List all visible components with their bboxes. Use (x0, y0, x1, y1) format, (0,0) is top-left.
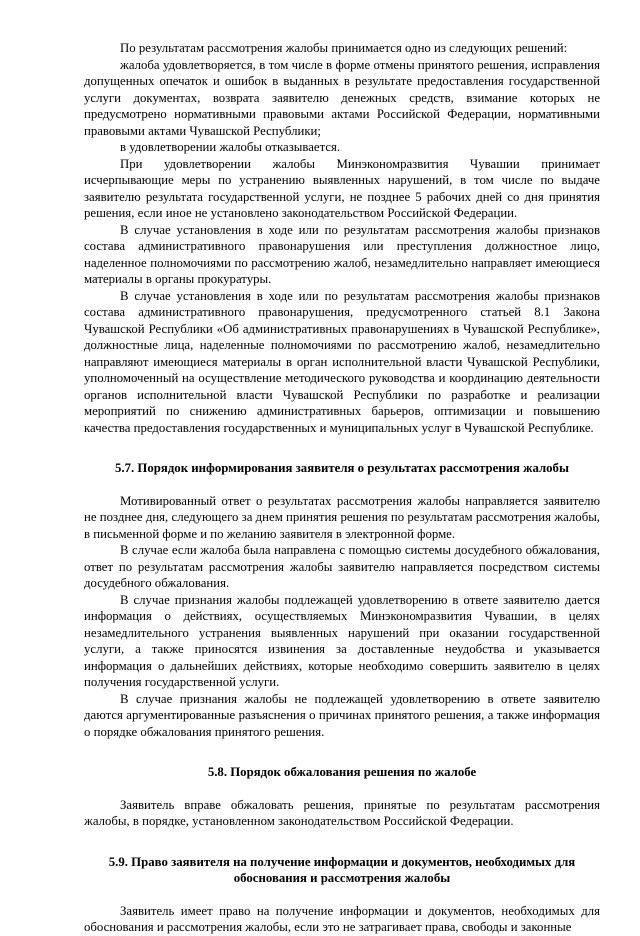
section-5-9-body (84, 903, 600, 936)
section-5-9-p1: Заявитель имеет право на получение информации и документов, необходимых для обоснования и рассмотрения жалобы, если это не затрагивает права, свободы и законные (84, 903, 600, 934)
section-5-9-title-line1: 5.9. Право заявителя на получение информации и документов, необходимых для (108, 854, 576, 869)
paragraph-article-8-1: В случае установления в ходе или по результатам рассмотрения жалобы признаков состава административного правонарушения, предусмотренного статьей 8.1 Закона Чувашской Республики «Об административных правонарушениях в Чувашской Республике», должностные лица, наделенные полномочиями по рассмотрению жалоб, незамедлительно направляют имеющиеся материалы в орган исполнительной власти Чувашской Республики, уполномоченный на осуществление методического руководства и координацию деятельности органов исполнительной власти Чувашской Республики по разработке и реализации мероприятий по снижению административных барьеров, оптимизации и повышению качества предоставления государственных и муниципальных услуг в Чувашской Республике. (84, 288, 600, 435)
section-5-7-p3: В случае признания жалобы подлежащей удовлетворению в ответе заявителю дается информация о действиях, осуществляемых Минэкономразвития Чувашии, в целях незамедлительного устранения выявленных нарушений при оказании государственной услуги, а также приносятся извинения за доставленные неудобства и указывается информация о дальнейших действиях, которые необходимо совершить заявителю в целях получения государственной услуги. (84, 592, 600, 689)
section-5-8-body (84, 797, 600, 830)
paragraph-prosecutor: В случае установления в ходе или по результатам рассмотрения жалобы признаков состава административного правонарушения или преступления должностное лицо, наделенное полномочиями по рассмотрению жалоб, незамедлительно направляет имеющиеся материалы в органы прокуратуры. (84, 222, 600, 286)
section-5-7-p4: В случае признания жалобы не подлежащей удовлетворению в ответе заявителю даются аргументированные разъяснения о причинах принятого решения, а также информация о порядке обжалования принятого решения. (84, 691, 600, 739)
decision-refuse: в удовлетворении жалобы отказывается. (120, 140, 341, 154)
decision-satisfy: жалоба удовлетворяется, в том числе в форме отмены принятого решения, исправления допущенных опечаток и ошибок в выданных в результате предоставления государственной услуги документах, возврата заявителю денежных средств, взимание которых не предусмотрено нормативными правовыми актами Российской Федерации, нормативными правовыми актами Чувашской Республики; (84, 57, 600, 138)
section-5-9-title (84, 854, 600, 887)
section-5-8-title: 5.8. Порядок обжалования решения по жалобе (207, 765, 477, 779)
section-5-9-title-line2: обоснования и рассмотрения жалобы (233, 871, 451, 885)
decisions-intro: По результатам рассмотрения жалобы принимается одно из следующих решений: (120, 41, 568, 55)
section-5-7-body (84, 493, 600, 741)
section-5-7-p1: Мотивированный ответ о результатах рассмотрения жалобы направляется заявителю не позднее дня, следующего за днем принятия решения по результатам рассмотрения жалобы, в письменной форме и по желанию заявителя в электронной форме. (84, 493, 600, 541)
section-5-8-p1: Заявитель вправе обжаловать решения, принятые по результатам рассмотрения жалобы, в порядке, установленном законодательством Российской Федерации. (84, 797, 600, 828)
paragraph-measures: При удовлетворении жалобы Минэкономразвития Чувашии принимает исчерпывающие меры по устранению выявленных нарушений, в том числе по выдаче заявителю результата государственной услуги, не позднее 5 рабочих дней со дня принятия решения, если иное не установлено законодательством Российской Федерации. (84, 156, 600, 220)
section-5-7-title: 5.7. Порядок информирования заявителя о результатах рассмотрения жалобы (115, 461, 569, 475)
section-5-7-p2: В случае если жалоба была направлена с помощью системы досудебного обжалования, ответ по результатам рассмотрения жалобы заявителю направляется посредством системы досудебного обжалования. (84, 543, 600, 590)
document-page (84, 40, 600, 936)
